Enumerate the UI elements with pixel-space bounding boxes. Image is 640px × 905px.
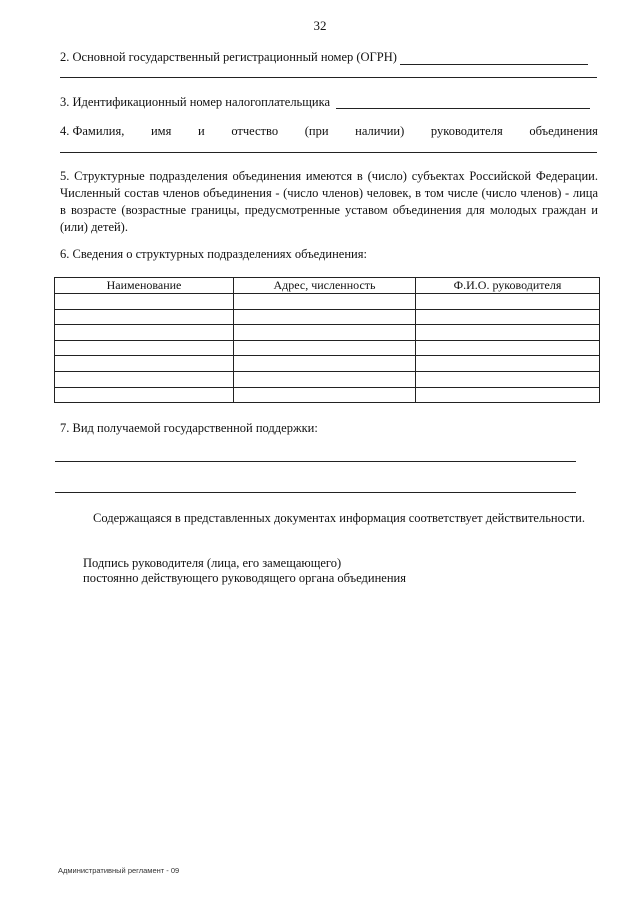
table-cell[interactable]: [416, 340, 600, 356]
table-row: [55, 340, 600, 356]
table-row: [55, 356, 600, 372]
table-cell[interactable]: [234, 387, 416, 403]
table-cell[interactable]: [55, 325, 234, 341]
head-word: и: [197, 124, 205, 138]
document-footer: Административный регламент - 09: [58, 866, 180, 875]
column-header-name: Наименование: [55, 278, 234, 294]
head-word: 4. Фамилия,: [60, 124, 125, 138]
head-word: наличии): [355, 124, 405, 138]
support-type-label: 7. Вид получаемой государственной поддержки:: [60, 421, 318, 435]
page-number: 32: [313, 18, 327, 33]
table-cell[interactable]: [416, 325, 600, 341]
table-cell[interactable]: [416, 371, 600, 387]
units-info-label: 6. Сведения о структурных подразделениях объединения:: [60, 247, 367, 261]
table-row: [55, 294, 600, 310]
head-word: отчество: [231, 124, 279, 138]
table-cell[interactable]: [55, 309, 234, 325]
table-cell[interactable]: [55, 371, 234, 387]
head-name-label: [60, 124, 598, 139]
table-cell[interactable]: [234, 294, 416, 310]
certification-text: Содержащаяся в представленных документах информация соответствует действительности.: [93, 511, 585, 525]
table-row: [55, 325, 600, 341]
structural-units-table: [54, 277, 600, 403]
table-cell[interactable]: [416, 356, 600, 372]
table-cell[interactable]: [55, 387, 234, 403]
head-word: руководителя: [430, 124, 503, 138]
table-cell[interactable]: [234, 309, 416, 325]
column-header-address: Адрес, численность: [234, 278, 416, 294]
structural-units-paragraph: 5. Структурные подразделения объединения имеются в (число) субъектах Российской Федерации. Численный состав членов объединения - (число членов) человек, в том числе (число членов) - лица в возрасте (возрастные границы, предусмотренные уставом объединения для молодых граждан и (или) детей).: [60, 169, 598, 234]
support-input-line-2[interactable]: [55, 492, 576, 493]
column-header-head: Ф.И.О. руководителя: [416, 278, 600, 294]
head-word: (при: [304, 124, 329, 138]
table-row: [55, 371, 600, 387]
head-word: имя: [150, 124, 172, 138]
table-cell[interactable]: [416, 309, 600, 325]
head-word: объединения: [529, 124, 598, 138]
inn-label: 3. Идентификационный номер налогоплательщика: [60, 95, 331, 109]
table-cell[interactable]: [234, 325, 416, 341]
ogrn-input-line[interactable]: [400, 64, 588, 65]
table-cell[interactable]: [234, 340, 416, 356]
table-cell[interactable]: [55, 294, 234, 310]
table-cell[interactable]: [55, 340, 234, 356]
table-row: [55, 309, 600, 325]
table-cell[interactable]: [234, 356, 416, 372]
head-name-input-line[interactable]: [60, 152, 597, 153]
table-header-row: [55, 278, 600, 294]
table-cell[interactable]: [416, 387, 600, 403]
ogrn-continuation-line[interactable]: [60, 77, 597, 78]
table-cell[interactable]: [55, 356, 234, 372]
table-row: [55, 387, 600, 403]
inn-input-line[interactable]: [336, 108, 590, 109]
ogrn-label: 2. Основной государственный регистрационный номер (ОГРН): [60, 50, 397, 64]
signature-line-2: постоянно действующего руководящего органа объединения: [83, 571, 406, 585]
signature-line-1: Подпись руководителя (лица, его замещающего): [83, 556, 342, 570]
table-cell[interactable]: [416, 294, 600, 310]
table-cell[interactable]: [234, 371, 416, 387]
support-input-line[interactable]: [55, 461, 576, 462]
